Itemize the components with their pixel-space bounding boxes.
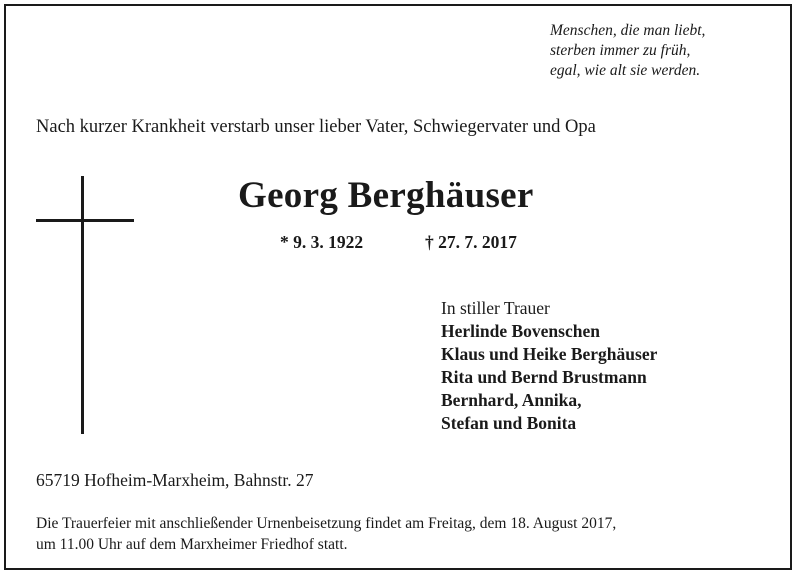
obituary-notice (4, 4, 792, 570)
mourner-name: Stefan und Bonita (441, 413, 577, 433)
motto-quote (550, 21, 750, 81)
deceased-name: Georg Berghäuser (238, 175, 534, 216)
motto-line: egal, wie alt sie werden. (550, 62, 701, 79)
funeral-notice (36, 513, 776, 555)
mourner-name: Rita und Bernd Brustmann (441, 367, 647, 387)
family-address: 65719 Hofheim-Marxheim, Bahnstr. 27 (36, 470, 314, 490)
motto-line: Menschen, die man liebt, (550, 22, 706, 39)
cross-vertical-bar (81, 176, 84, 434)
cross-horizontal-bar (36, 219, 134, 222)
birth-date: * 9. 3. 1922 (280, 232, 364, 252)
motto-line: sterben immer zu früh, (550, 42, 691, 59)
mourner-name: Klaus und Heike Berghäuser (441, 344, 658, 364)
mourners-heading: In stiller Trauer (441, 298, 550, 318)
notice-line: Die Trauerfeier mit anschließender Urnenbeisetzung findet am Freitag, dem 18. August 2017, (36, 515, 617, 532)
death-date: † 27. 7. 2017 (425, 232, 517, 252)
notice-line: um 11.00 Uhr auf dem Marxheimer Friedhof statt. (36, 536, 348, 553)
intro-text: Nach kurzer Krankheit verstarb unser lieber Vater, Schwiegervater und Opa (36, 117, 596, 137)
mourner-name: Herlinde Bovenschen (441, 321, 600, 341)
mourner-name: Bernhard, Annika, (441, 390, 582, 410)
mourners-block (441, 297, 657, 435)
cross-icon (36, 176, 134, 434)
